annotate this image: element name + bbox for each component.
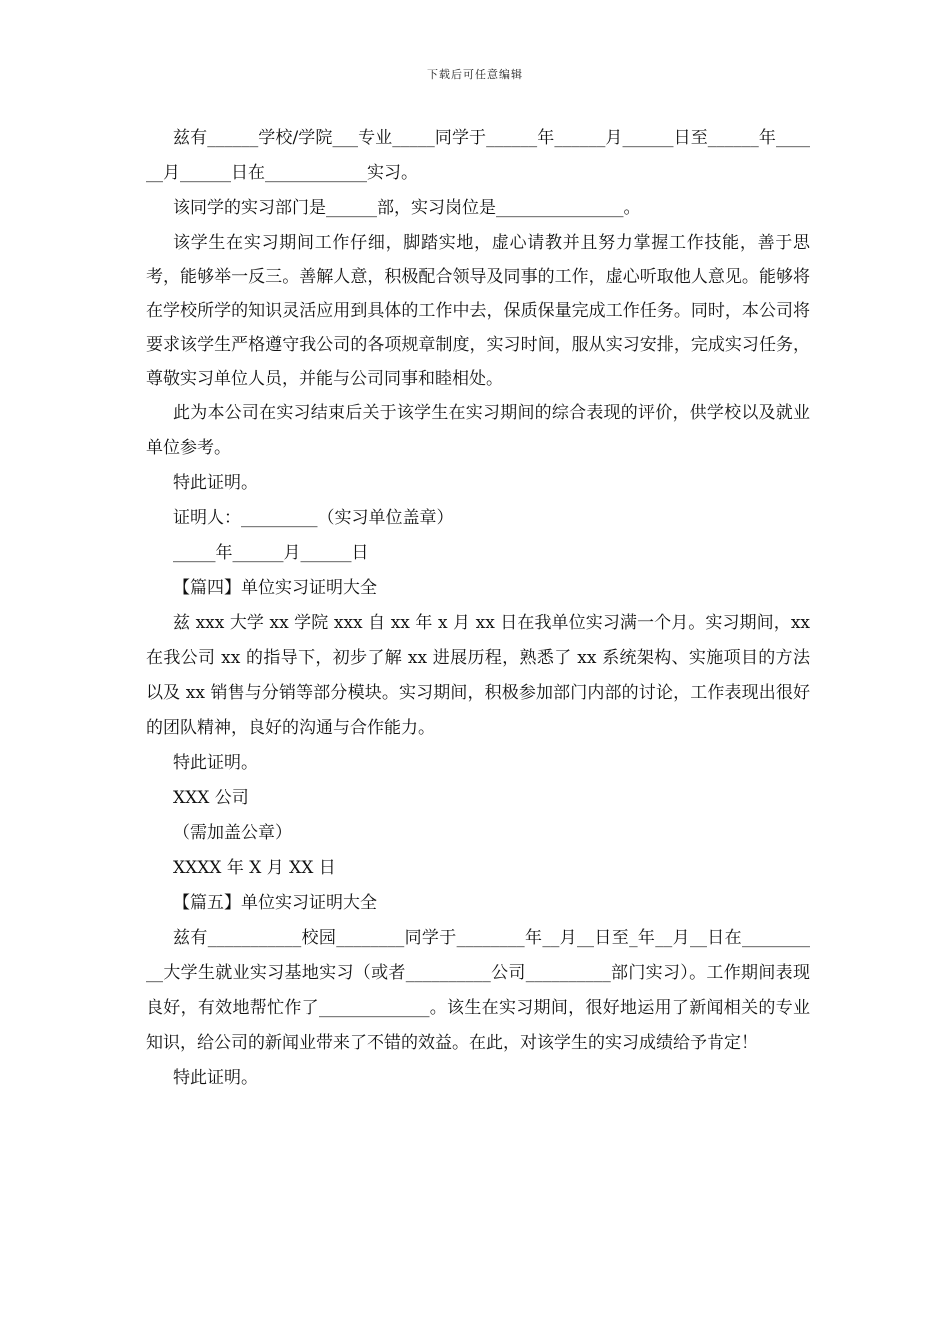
paragraph-intro: 兹有______学校/学院___专业_____同学于______年______月______日至______年______月______日在____________实习。 bbox=[146, 128, 810, 183]
paragraph-section4-date: XXXX 年 X 月 XX 日 bbox=[173, 858, 336, 878]
header-note: 下载后可任意编辑 bbox=[427, 68, 523, 81]
paragraph-section5-certify: 特此证明。 bbox=[173, 1068, 258, 1088]
paragraph-section4-company: XXX 公司 bbox=[173, 788, 249, 808]
paragraph-section4-certify: 特此证明。 bbox=[173, 753, 258, 773]
paragraph-certify: 特此证明。 bbox=[173, 473, 258, 493]
document-body bbox=[146, 121, 810, 1096]
section-heading-5: 【篇五】单位实习证明大全 bbox=[173, 893, 377, 913]
section-heading-4: 【篇四】单位实习证明大全 bbox=[173, 578, 377, 598]
paragraph-evaluation: 该学生在实习期间工作仔细，脚踏实地，虚心请教并且努力掌握工作技能，善于思考，能够举一反三。善解人意，积极配合领导及同事的工作，虚心听取他人意见。能够将在学校所学的知识灵活应用到具体的工作中去，保质保量完成工作任务。同时，本公司将要求该学生严格遵守我公司的各项规章制度，实习时间，服从实习安排，完成实习任务，尊敬实习单位人员，并能与公司同事和睦相处。 bbox=[146, 233, 810, 389]
paragraph-section5-body: 兹有___________校园________同学于________年__月__日至_年__月__日在__________大学生就业实习基地实习（或者__________公司__________部门实习）。工作期间表现良好，有效地帮忙作了_____________。该生在实习期间，很好地运用了新闻相关的专业知识，给公司的新闻业带来了不错的效益。在此，对该学生的实习成绩给予肯定！ bbox=[146, 928, 810, 1053]
paragraph-section4-body: 兹 xxx 大学 xx 学院 xxx 自 xx 年 x 月 xx 日在我单位实习满一个月。实习期间，xx 在我公司 xx 的指导下，初步了解 xx 进展历程，熟悉了 xx 系统架构、实施项目的方法以及 xx 销售与分销等部分模块。实习期间，积极参加部门内部的讨论，工作表现出很好的团队精神，良好的沟通与合作能力。 bbox=[146, 613, 810, 738]
paragraph-purpose: 此为本公司在实习结束后关于该学生在实习期间的综合表现的评价，供学校以及就业单位参考。 bbox=[146, 403, 810, 458]
paragraph-section4-seal: （需加盖公章） bbox=[173, 823, 292, 843]
paragraph-date: _____年______月______日 bbox=[173, 543, 369, 563]
paragraph-department: 该同学的实习部门是______部，实习岗位是_______________。 bbox=[173, 198, 641, 218]
paragraph-certifier: 证明人：_________（实习单位盖章） bbox=[173, 508, 454, 528]
